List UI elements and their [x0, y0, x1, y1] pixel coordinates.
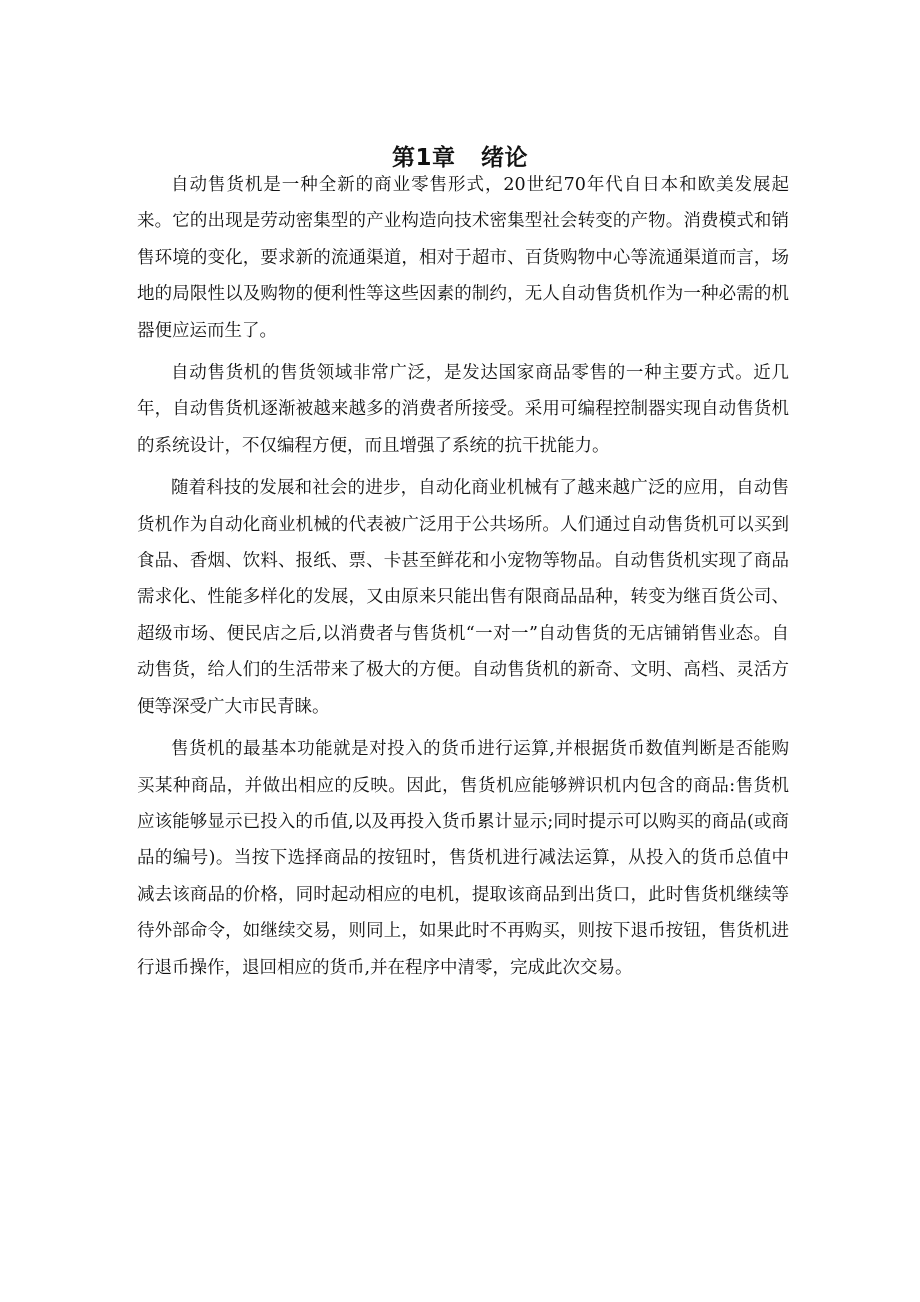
paragraph-application-field: 自动售货机的售货领域非常广泛，是发达国家商品零售的一种主要方式。近几年，自动售货机逐渐被越来越多的消费者所接受。采用可编程控制器实现自动售货机的系统设计，不仅编程方便，而且增强了系统的抗干扰能力。 [137, 363, 789, 456]
paragraph-development: 随着科技的发展和社会的进步，自动化商业机械有了越来越广泛的应用，自动售货机作为自动化商业机械的代表被广泛用于公共场所。人们通过自动售货机可以买到食品、香烟、饮料、报纸、票、卡甚至鲜花和小宠物等物品。自动售货机实现了商品需求化、性能多样化的发展，又由原来只能出售有限商品品种，转变为继百货公司、超级市场、便民店之后,以消费者与售货机“一对一”自动售货的无店铺销售业态。自动售货，给人们的生活带来了极大的方便。自动售货机的新奇、文明、高档、灵活方便等深受广大市民青睐。 [137, 478, 789, 717]
chapter-title: 第1章 绪论 [391, 145, 529, 172]
paragraph-intro: 自动售货机是一种全新的商业零售形式，20世纪70年代自日本和欧美发展起来。它的出现是劳动密集型的产业构造向技术密集型社会转变的产物。消费模式和销售环境的变化，要求新的流通渠道，相对于超市、百货购物中心等流通渠道而言，场地的局限性以及购物的便利性等这些因素的制约，无人自动售货机作为一种必需的机器便应运而生了。 [137, 175, 789, 341]
paragraph-basic-function: 售货机的最基本功能就是对投入的货币进行运算,并根据货币数值判断是否能购买某种商品，并做出相应的反映。因此，售货机应能够辨识机内包含的商品:售货机应该能够显示已投入的币值,以及再投入货币累计显示;同时提示可以购买的商品(或商品的编号)。当按下选择商品的按钮时，售货机进行减法运算，从投入的货币总值中减去该商品的价格，同时起动相应的电机，提取该商品到出货口，此时售货机继续等待外部命令，如继续交易，则同上，如果此时不再购买，则按下退币按钮，售货机进行退币操作，退回相应的货币,并在程序中清零，完成此次交易。 [137, 739, 789, 978]
body-text [137, 167, 789, 986]
